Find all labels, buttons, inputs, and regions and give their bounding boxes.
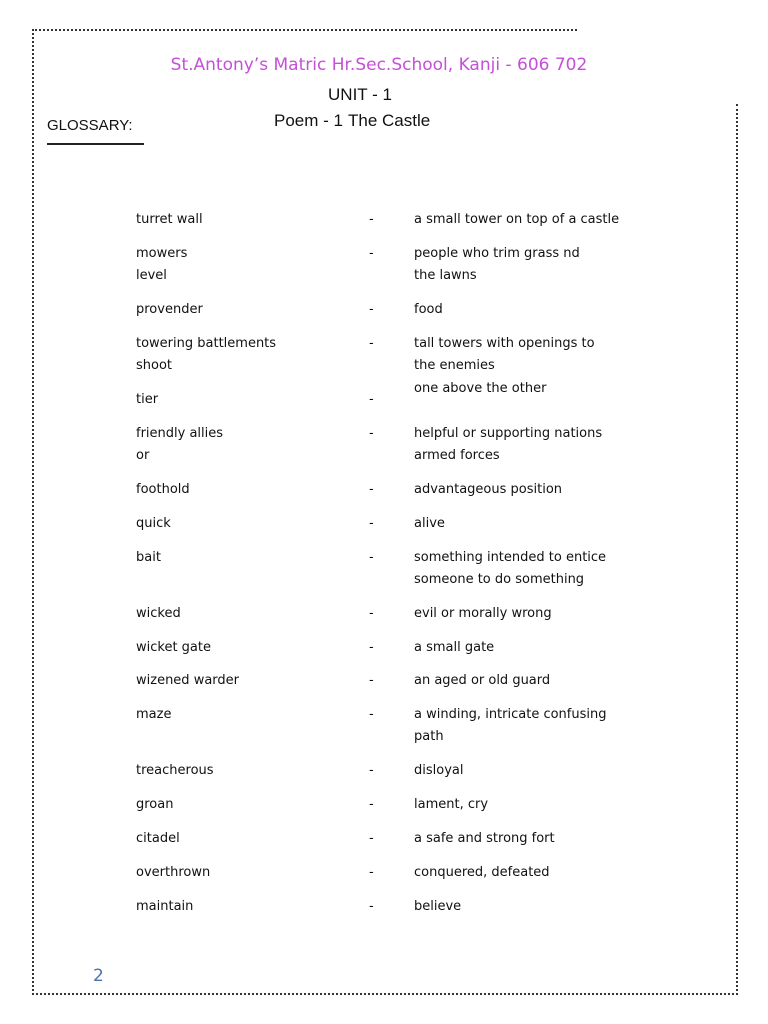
- glossary-term: towering battlements shoot: [136, 336, 277, 373]
- glossary-dash: -: [369, 482, 374, 497]
- glossary-row: [136, 299, 656, 321]
- glossary-dash: -: [369, 707, 374, 722]
- glossary-definition: a small gate: [414, 640, 495, 655]
- glossary-definition: people who trim grass nd the lawns: [414, 246, 580, 283]
- page-border-top: [32, 29, 577, 31]
- glossary-row: [136, 243, 656, 287]
- glossary-row: [136, 704, 656, 748]
- glossary-term: wizened warder: [136, 673, 239, 688]
- glossary-dash: -: [369, 640, 374, 655]
- glossary-row: [136, 862, 656, 884]
- glossary-definition: something intended to entice someone to do something: [414, 550, 607, 587]
- glossary-definition: alive: [414, 516, 445, 531]
- glossary-term: foothold: [136, 482, 190, 497]
- glossary-row: [136, 381, 656, 411]
- glossary-term: wicket gate: [136, 640, 211, 655]
- page-number: 2: [93, 966, 104, 986]
- glossary-term: friendly allies or: [136, 426, 224, 463]
- glossary-definition: a small tower on top of a castle: [414, 212, 620, 227]
- glossary-row: [136, 479, 656, 501]
- glossary-term: quick: [136, 516, 171, 531]
- glossary-term: treacherous: [136, 763, 214, 778]
- glossary-dash: -: [369, 516, 374, 531]
- glossary-row: [136, 209, 656, 231]
- glossary-definition: conquered, defeated: [414, 865, 550, 880]
- glossary-dash: -: [369, 212, 374, 227]
- poem-heading: [274, 111, 430, 131]
- glossary-definition: a winding, intricate confusing path: [414, 707, 607, 744]
- glossary-definition: advantageous position: [414, 482, 563, 497]
- glossary-dash: -: [369, 763, 374, 778]
- glossary-term: maintain: [136, 899, 194, 914]
- glossary-term: groan: [136, 797, 174, 812]
- glossary-row: [136, 896, 656, 918]
- page-border-right: [736, 104, 738, 995]
- glossary-definition: believe: [414, 899, 462, 914]
- glossary-row: [136, 828, 656, 850]
- glossary-dash: -: [369, 606, 374, 621]
- glossary-dash: -: [369, 392, 374, 407]
- glossary-definition: one above the other: [414, 381, 547, 396]
- glossary-definition: helpful or supporting nations armed forces: [414, 426, 603, 463]
- glossary-term: overthrown: [136, 865, 211, 880]
- glossary-dash: -: [369, 246, 374, 261]
- glossary-definition: food: [414, 302, 443, 317]
- glossary-row: [136, 423, 656, 467]
- glossary-dash: -: [369, 426, 374, 441]
- glossary-row: [136, 760, 656, 782]
- unit-heading: UNIT - 1: [328, 85, 392, 104]
- glossary-row: [136, 603, 656, 625]
- glossary-underline: [47, 143, 144, 145]
- glossary-term: turret wall: [136, 212, 203, 227]
- glossary-row: [136, 670, 656, 692]
- glossary-definition: an aged or old guard: [414, 673, 551, 688]
- glossary-row: [136, 547, 656, 591]
- glossary-row: [136, 513, 656, 535]
- glossary-definition: lament, cry: [414, 797, 489, 812]
- glossary-dash: -: [369, 336, 374, 351]
- glossary-term: bait: [136, 550, 161, 565]
- glossary-dash: -: [369, 673, 374, 688]
- glossary-dash: -: [369, 302, 374, 317]
- glossary-heading: GLOSSARY:: [47, 117, 133, 134]
- glossary-dash: -: [369, 899, 374, 914]
- glossary-term: mowers level: [136, 246, 188, 283]
- glossary-term: wicked: [136, 606, 181, 621]
- glossary-term: provender: [136, 302, 203, 317]
- glossary-row: [136, 637, 656, 659]
- school-heading: St.Antony’s Matric Hr.Sec.School, Kanji - 606 702: [170, 55, 588, 75]
- glossary-term: maze: [136, 707, 172, 722]
- glossary-definition: disloyal: [414, 763, 464, 778]
- page-border-bottom: [32, 993, 738, 995]
- glossary-definition: a safe and strong fort: [414, 831, 555, 846]
- glossary-definition: evil or morally wrong: [414, 606, 552, 621]
- glossary-dash: -: [369, 831, 374, 846]
- page-border-left: [32, 29, 34, 995]
- glossary-term: citadel: [136, 831, 180, 846]
- glossary-definition: tall towers with openings to the enemies: [414, 336, 595, 373]
- glossary-dash: -: [369, 865, 374, 880]
- glossary-dash: -: [369, 797, 374, 812]
- glossary-row: [136, 794, 656, 816]
- poem-label: Poem - 1: [274, 111, 343, 130]
- glossary-list: [136, 209, 656, 930]
- poem-title: The Castle: [347, 111, 431, 130]
- glossary-row: [136, 333, 656, 377]
- glossary-dash: -: [369, 550, 374, 565]
- glossary-term: tier: [136, 392, 159, 407]
